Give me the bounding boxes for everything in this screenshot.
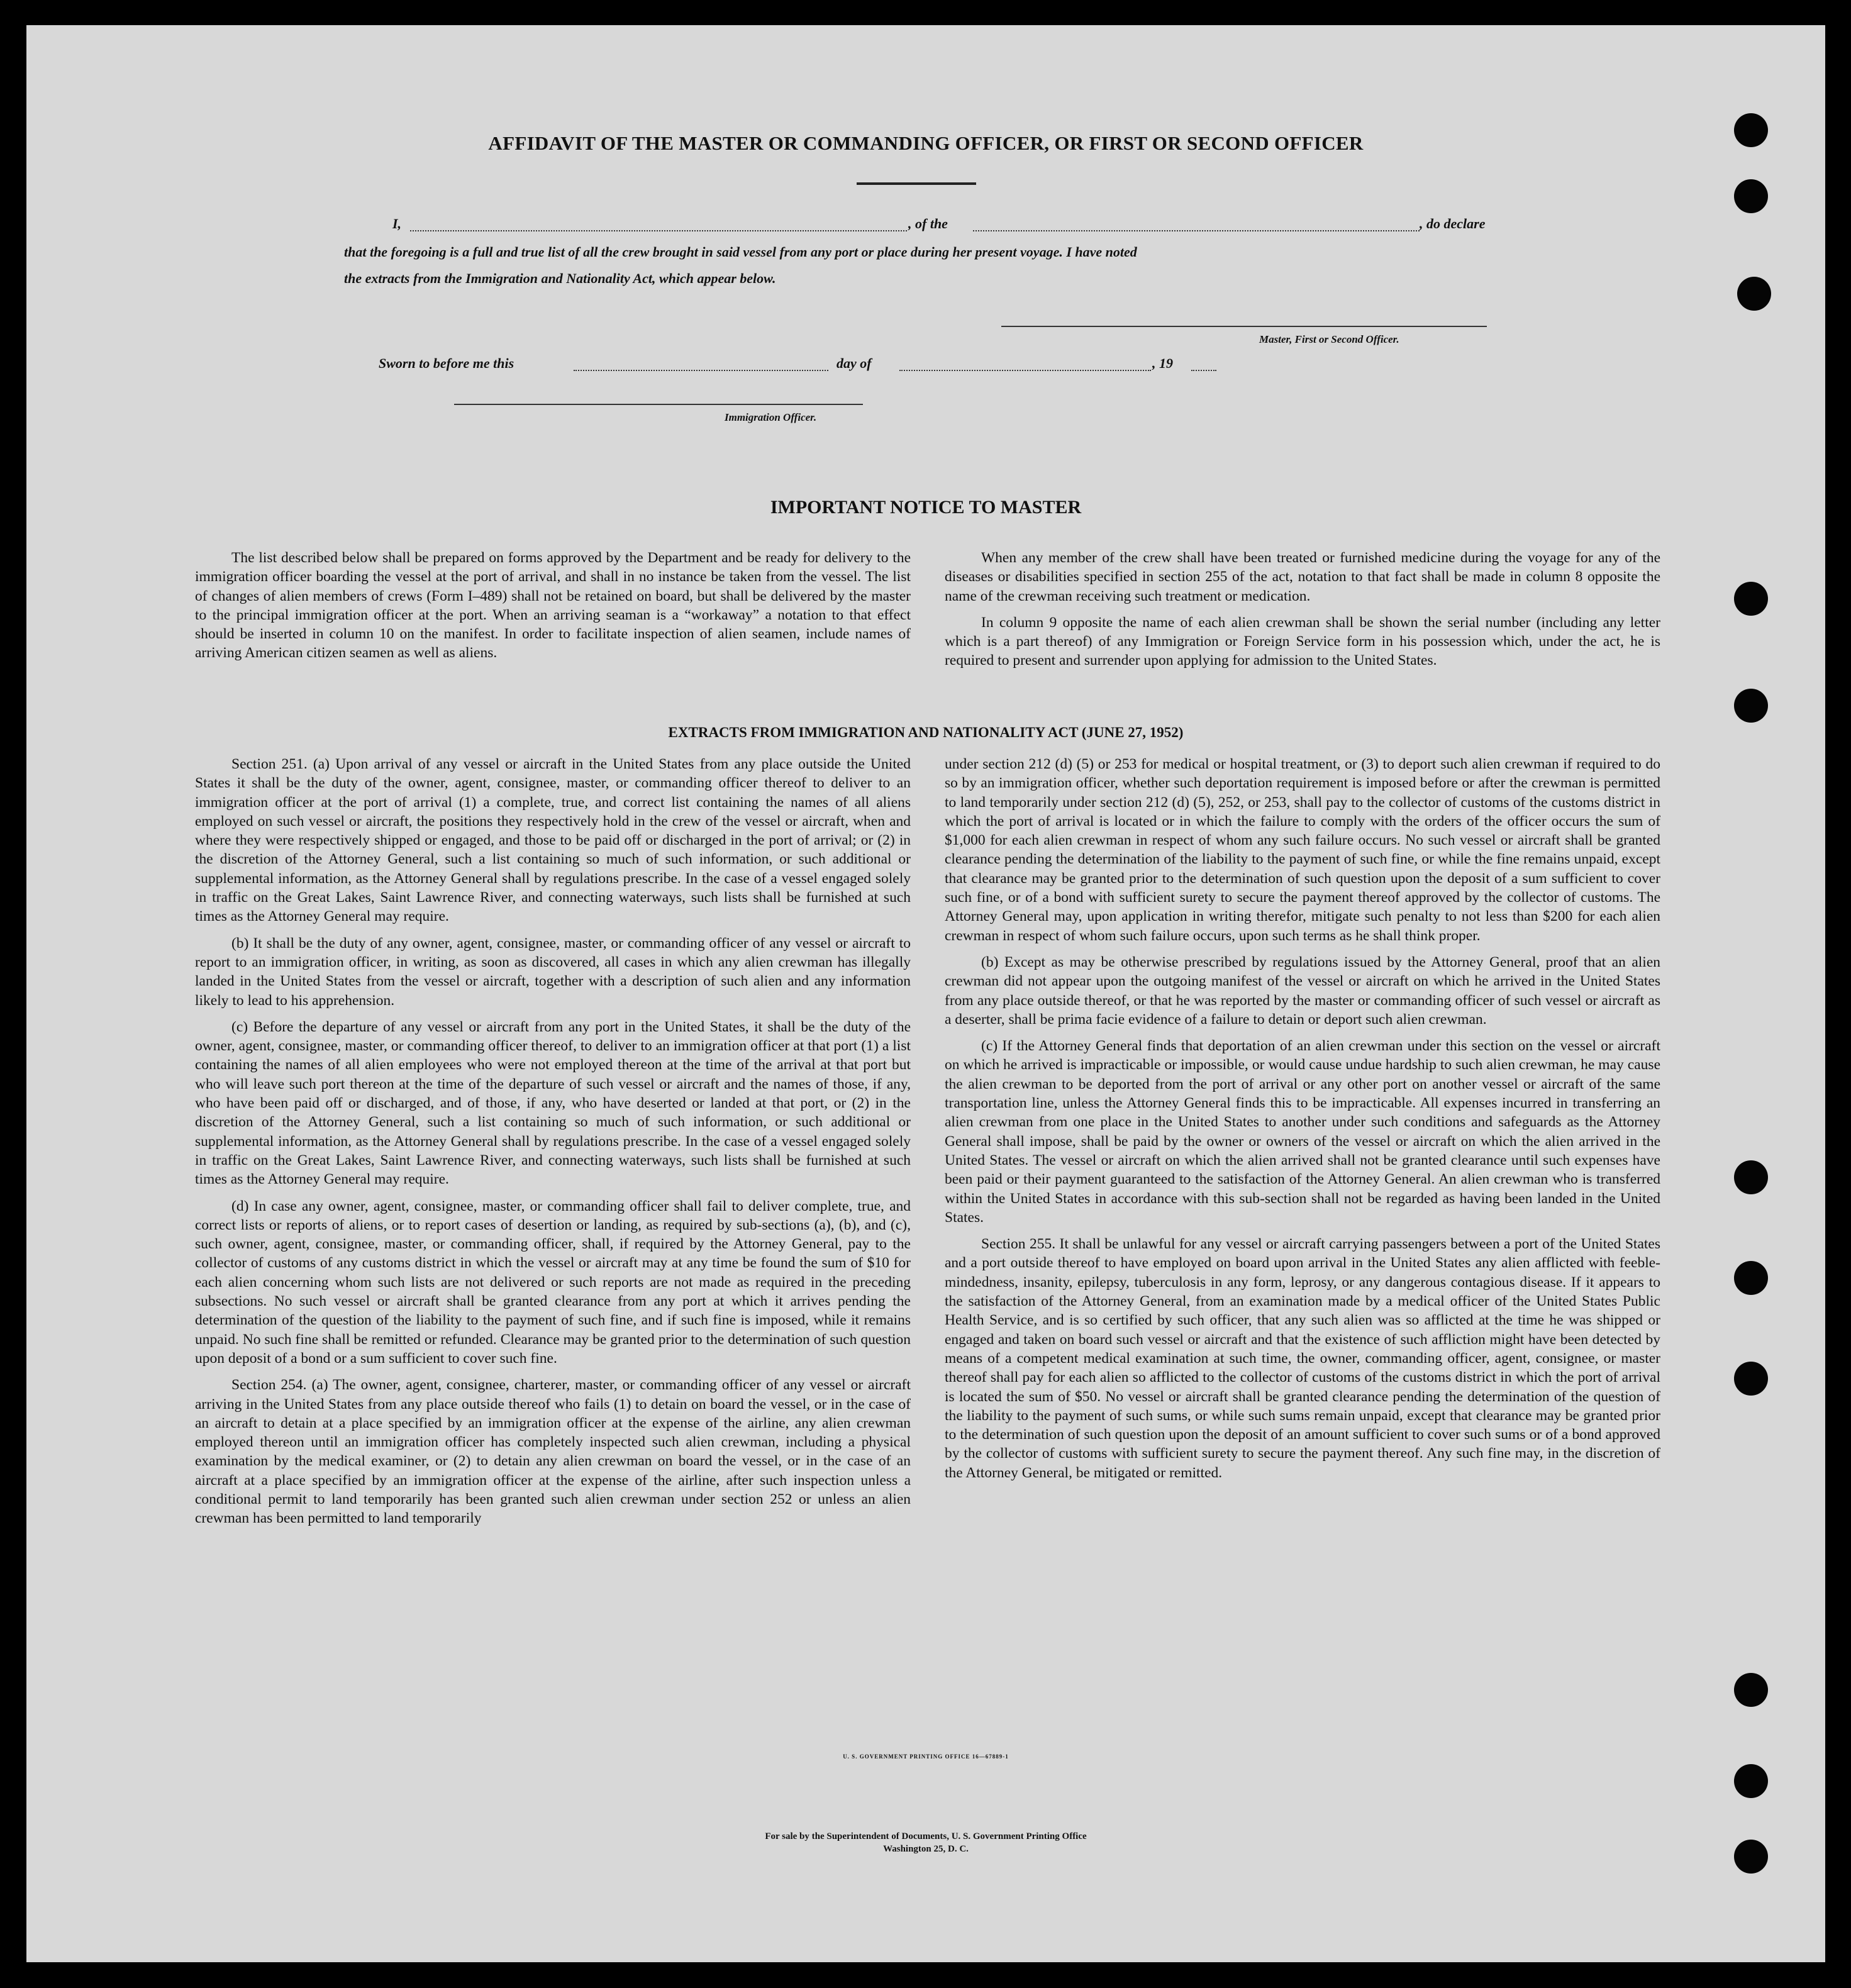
notice-paragraph: In column 9 opposite the name of each alien crewman shall be shown the serial number (including any letter which is a part thereof) of any Immigration or Foreign Service form in his possession which, under the act, he is required to present and surrender upon applying for admission to the United States. (945, 614, 1660, 669)
signature-caption: Master, First or Second Officer. (1259, 333, 1399, 345)
punch-hole (1734, 1673, 1768, 1707)
punch-hole (1737, 277, 1771, 311)
punch-hole (1734, 689, 1768, 723)
affidavit-line-3: the extracts from the Immigration and Nationality Act, which appear below. (344, 270, 776, 286)
do-declare-label: , do declare (1420, 216, 1486, 231)
extracts-right-column (945, 755, 1660, 1490)
address-line: Washington 25, D. C. (883, 1844, 969, 1854)
declarant-label: I, (392, 216, 402, 231)
officer-signature-line[interactable] (1001, 326, 1487, 327)
act-paragraph: (d) In case any owner, agent, consignee, master, or commanding officer shall fail to deliver complete, true, and correct lists or reports of aliens, or to report cases of desertion or landing, as required by sub-sections (a), (b), and (c), such owner, agent, consignee, master, or commanding officer, shall, if required by the Attorney General, pay to the collector of customs of any customs district in which the vessel or aircraft may at any time be found the sum of $10 for each alien concerning whom such lists are not delivered or such reports are not made as required in the preceding subsections. No such vessel or aircraft shall be granted clearance from any port at which it arrives pending the determination of the question of the liability to the payment of such fine, and if such fine is imposed, while it remains unpaid. No such fine shall be remitted or refunded. Clearance may be granted prior to the determination of such question upon deposit of a bond or a sum sufficient to cover such fine. (195, 1197, 911, 1367)
extracts-left-column (195, 755, 911, 1536)
sworn-year-field[interactable] (1191, 370, 1216, 371)
vessel-name-field[interactable] (973, 230, 1420, 231)
day-of-label: day of (837, 355, 872, 371)
notice-paragraph: When any member of the crew shall have been treated or furnished medicine during the voyage for any of the diseases or disabilities specified in section 255 of the act, notation to that fact shall be made in column 8 opposite the name of the crewman receiving such treatment or medication. (945, 550, 1660, 604)
act-paragraph: under section 212 (d) (5) or 253 for medical or hospital treatment, or (3) to deport such alien crewman if required to do so by an immigration officer, whether such deportation requirement is imposed before or after the crewman is permitted to land temporarily under section 212 (d) (5), 252, or 253, shall pay to the collector of customs of the customs district in which the port of arrival is located or in which the failure to comply with the orders of the officer occurs the sum of $1,000 for each alien crewman in respect of whom any such failure occurs. No such vessel or aircraft shall be granted clearance pending the determination of the liability to the payment of such fine, or while the fine remains unpaid, except that clearance may be granted prior to the determination of such question upon the deposit of a sum sufficient to cover such fine, or of a bond with sufficient surety to secure the payment thereof approved by the collector of customs. The Attorney General may, upon application in writing therefor, mitigate such penalty to not less than $200 for each alien crewman in respect of whom such failure occurs, upon such terms as he shall think proper. (945, 756, 1660, 944)
punch-hole (1734, 1764, 1768, 1798)
sworn-day-field[interactable] (574, 370, 828, 371)
sale-notice (26, 1830, 1825, 1855)
punch-hole (1734, 179, 1768, 213)
notice-title: IMPORTANT NOTICE TO MASTER (770, 497, 1082, 518)
punch-hole (1734, 582, 1768, 616)
immigration-officer-signature-line[interactable] (454, 404, 863, 405)
declarant-name-field[interactable] (410, 230, 907, 231)
extracts-title: EXTRACTS FROM IMMIGRATION AND NATIONALITY ACT (JUNE 27, 1952) (668, 725, 1184, 740)
notice-left-column (195, 548, 911, 670)
affidavit-title: AFFIDAVIT OF THE MASTER OR COMMANDING OFFICER, OR FIRST OR SECOND OFFICER (488, 132, 1364, 154)
punch-hole (1734, 1160, 1768, 1194)
punch-hole (1734, 1261, 1768, 1295)
act-paragraph: (b) It shall be the duty of any owner, agent, consignee, master, or commanding officer of any vessel or aircraft to report to an immigration officer, in writing, as soon as discovered, all cases in which any alien crewman has illegally landed in the United States from the vessel or aircraft, together with a description of such alien and any information likely to lead to his apprehension. (195, 935, 911, 1009)
sale-line: For sale by the Superintendent of Documents, U. S. Government Printing Office (765, 1831, 1087, 1841)
punch-hole (1734, 1362, 1768, 1396)
notice-right-column (945, 548, 1660, 678)
act-paragraph: (c) Before the departure of any vessel or aircraft from any port in the United States, it shall be the duty of the owner, agent, consignee, master, or commanding officer thereof, to deliver to an immigration officer at that port (1) a list containing the names of all alien employees who were not employed thereon at the time of the arrival at that port but who will leave such port thereon at the time of the departure of such vessel or aircraft and the names of those, if any, who have been paid off or discharged, and of those, if any, who have deserted or landed at that port, or (2) in the discretion of the Attorney General, such a list containing so much of such information, or such additional or supplemental information, as the Attorney General shall by regulations prescribe. In the case of a vessel engaged solely in traffic on the Great Lakes, Saint Lawrence River, and connecting waterways, such lists shall be furnished at such times as the Attorney General may require. (195, 1018, 911, 1188)
form-page (26, 25, 1825, 1962)
notice-paragraph: The list described below shall be prepared on forms approved by the Department and be ready for delivery to the immigration officer boarding the vessel at the port of arrival, and shall in no instance be taken from the vessel. The list of changes of alien members of crews (Form I–489) shall not be retained on board, but shall be delivered by the master to the principal immigration officer at the port. When an arriving seaman is a “workaway” a notation to that effect should be inserted in column 10 on the manifest. In order to facilitate inspection of alien seamen, include names of arriving American citizen seamen as well as aliens. (195, 550, 911, 662)
of-the-label: , of the (908, 216, 948, 231)
sworn-label: Sworn to before me this (379, 355, 514, 371)
year-prefix-label: , 19 (1152, 355, 1173, 371)
immigration-officer-caption: Immigration Officer. (725, 411, 817, 423)
act-paragraph: Section 254. (a) The owner, agent, consignee, charterer, master, or commanding officer of any vessel or aircraft arriving in the United States from any place outside thereof who fails (1) to detain on board the vessel, or in the case of an aircraft to detain at a place specified by an immigration officer at the expense of the airline, any alien crewman employed thereon until an immigration officer has completely inspected such alien crewman, including a physical examination by the medical examiner, or (2) to detain any alien crewman on board the vessel, or in the case of an aircraft at a place specified by an immigration officer at the expense of the airline, after such inspection unless a conditional permit to land temporarily has been granted such alien crewman under section 252 or unless an alien crewman has been permitted to land temporarily (195, 1377, 911, 1527)
title-rule (857, 182, 976, 185)
gpo-imprint: U. S. GOVERNMENT PRINTING OFFICE 16—67889-1 (843, 1753, 1009, 1760)
act-paragraph: Section 255. It shall be unlawful for any vessel or aircraft carrying passengers between a port of the United States and a port outside thereof to have employed on board upon arrival in the United States any alien afflicted with feeble-mindedness, insanity, epilepsy, tuberculosis in any form, leprosy, or any dangerous contagious disease. If it appears to the satisfaction of the Attorney General, from an examination made by a medical officer of the United States Public Health Service, and is so certified by such officer, that any such alien was so afflicted at the time he was shipped or engaged and taken on board such vessel or aircraft and that the existence of such affliction might have been detected by means of a competent medical examination at such time, the owner, commanding officer, agent, consignee, or master thereof shall pay for each alien so afflicted to the collector of customs of the customs district in which the port of arrival is located the sum of $50. No vessel or aircraft shall be granted clearance pending the determination of the question of the liability to the payment of such sums, or while such sums remain unpaid, except that clearance may be granted prior to the determination of such question upon the deposit of an amount sufficient to cover such sums or of a bond approved by the collector of customs with sufficient surety to secure the payment thereof. Any such fine may, in the discretion of the Attorney General, be mitigated or remitted. (945, 1236, 1660, 1481)
act-paragraph: Section 251. (a) Upon arrival of any vessel or aircraft in the United States from any place outside the United States it shall be the duty of the owner, agent, consignee, master, or commanding officer thereof to deliver to an immigration officer at the port of arrival (1) a complete, true, and correct list containing the names of all aliens employed on such vessel or aircraft, the positions they respectively hold in the crew of the vessel or aircraft, when and where they were respectively shipped or engaged, and those to be paid off or discharged in the port of arrival; or (2) in the discretion of the Attorney General, such a list containing so much of such information, or such additional or supplemental information, as the Attorney General shall by regulations prescribe. In the case of a vessel engaged solely in traffic on the Great Lakes, Saint Lawrence River, and connecting waterways, such lists shall be furnished at such times as the Attorney General may require. (195, 756, 911, 925)
act-paragraph: (c) If the Attorney General finds that deportation of an alien crewman under this section on the vessel or aircraft on which he arrived is impracticable or impossible, or would cause undue hardship to such alien crewman, he may cause the alien crewman to be deported from the port of arrival or any other port on another vessel or aircraft of the same transportation line, unless the Attorney General finds this to be impracticable. All expenses incurred in transferring an alien crewman from one place in the United States to another under such conditions and safeguards as the Attorney General shall impose, shall be paid by the owner or owners of the vessel or aircraft on which the alien arrived in the United States. The vessel or aircraft on which the alien arrived shall not be granted clearance until such expenses have been paid or their payment guaranteed to the satisfaction of the Attorney General. An alien crewman who is transferred within the United States in accordance with this sub-section shall not be regarded as having been landed in the United States. (945, 1038, 1660, 1226)
sworn-month-field[interactable] (899, 370, 1151, 371)
affidavit-line-2: that the foregoing is a full and true list of all the crew brought in said vessel from any port or place during her present voyage. I have noted (344, 244, 1137, 260)
act-paragraph: (b) Except as may be otherwise prescribed by regulations issued by the Attorney General, proof that an alien crewman did not appear upon the outgoing manifest of the vessel or aircraft on which he arrived in the United States from any place outside thereof, or that he was reported by the master or commanding officer of such vessel or aircraft as a deserter, shall be prima facie evidence of a failure to detain or deport such alien crewman. (945, 953, 1660, 1028)
